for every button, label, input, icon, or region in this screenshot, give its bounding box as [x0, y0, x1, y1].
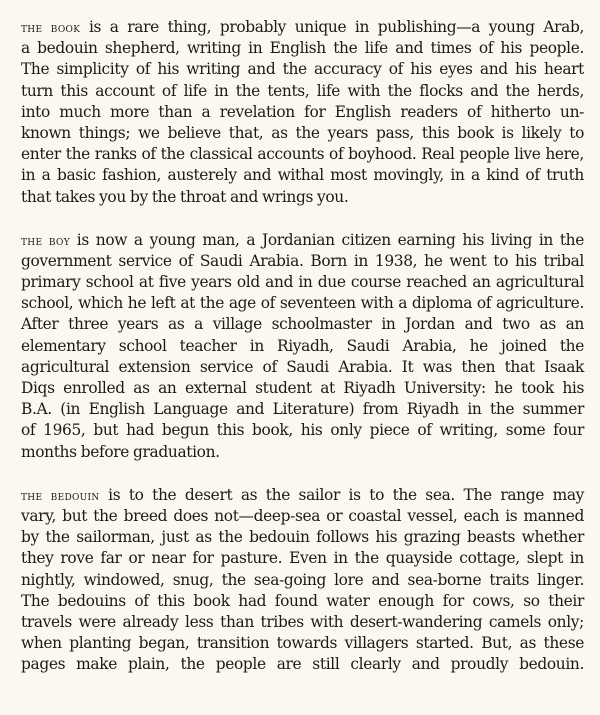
text-line: The simplicity of his writing and the accuracy of his eyes and his heart: [21, 60, 584, 79]
text-line: the boy is now a young man, a Jordanian citizen earning his living in the: [21, 230, 584, 249]
text-line: months before graduation.: [21, 442, 220, 461]
text-line: After three years as a village schoolmaster in Jordan and two as an: [21, 315, 584, 334]
text-line: the book is a rare thing, probably unique in publishing—a young Arab,: [21, 18, 584, 36]
text-line: of 1965, but had begun this book, his only piece of writing, some four: [21, 421, 584, 440]
book-blurb-page: [21, 17, 584, 697]
text-line: Diqs enrolled as an external student at Riyadh University: he took his: [21, 379, 584, 397]
text-line: The bedouins of this book had found water enough for cows, so their: [21, 591, 584, 610]
text-line: enter the ranks of the classical accounts of boyhood. Real people live here,: [21, 145, 584, 164]
text-line: pages make plain, the people are still clearly and proudly bedouin.: [21, 655, 584, 674]
text-line: that takes you by the throat and wrings you.: [21, 187, 349, 206]
text-line: when planting began, transition towards villagers started. But, as these: [21, 634, 584, 653]
text-line: by the sailorman, just as the bedouin follows his grazing beasts whether: [21, 528, 584, 547]
text-line: travels were already less than tribes with desert-wandering camels only;: [21, 612, 584, 631]
text-line: primary school at five years old and in due course reached an agricultural: [21, 273, 584, 292]
text-line: vary, but the breed does not—deep-sea or coastal vessel, each is manned: [21, 506, 584, 525]
text-line: government service of Saudi Arabia. Born in 1938, he went to his tribal: [21, 251, 584, 270]
text-line: known things; we believe that, as the years pass, this book is likely to: [21, 123, 584, 142]
text-line: agricultural extension service of Saudi Arabia. It was then that Isaak: [21, 357, 584, 376]
text-line: B.A. (in English Language and Literature) from Riyadh in the summer: [21, 400, 584, 419]
lead-in-small-caps: the bedouin: [21, 487, 100, 503]
text-line: turn this account of life in the tents, life with the flocks and the herds,: [21, 81, 584, 100]
paragraph-the-boy: [21, 230, 584, 463]
text-line: nightly, windowed, snug, the sea-going lore and sea-borne traits linger.: [21, 570, 584, 589]
text-line: they rove far or near for pasture. Even in the quayside cottage, slept in: [21, 549, 584, 568]
text-line: elementary school teacher in Riyadh, Saudi Arabia, he joined the: [21, 336, 584, 355]
lead-in-small-caps: the boy: [21, 232, 70, 248]
text-line: the bedouin is to the desert as the sailor is to the sea. The range may: [21, 485, 584, 504]
paragraph-the-book: [21, 17, 584, 208]
text-line: a bedouin shepherd, writing in English the life and times of his people.: [21, 39, 584, 58]
text-line: in a basic fashion, austerely and withal most movingly, in a kind of truth: [21, 166, 584, 185]
text-line: into much more than a revelation for English readers of hitherto un-: [21, 102, 584, 121]
lead-in-small-caps: the book: [21, 20, 81, 35]
text-line: school, which he left at the age of seventeen with a diploma of agriculture.: [21, 294, 584, 313]
paragraph-the-bedouin: [21, 485, 584, 676]
